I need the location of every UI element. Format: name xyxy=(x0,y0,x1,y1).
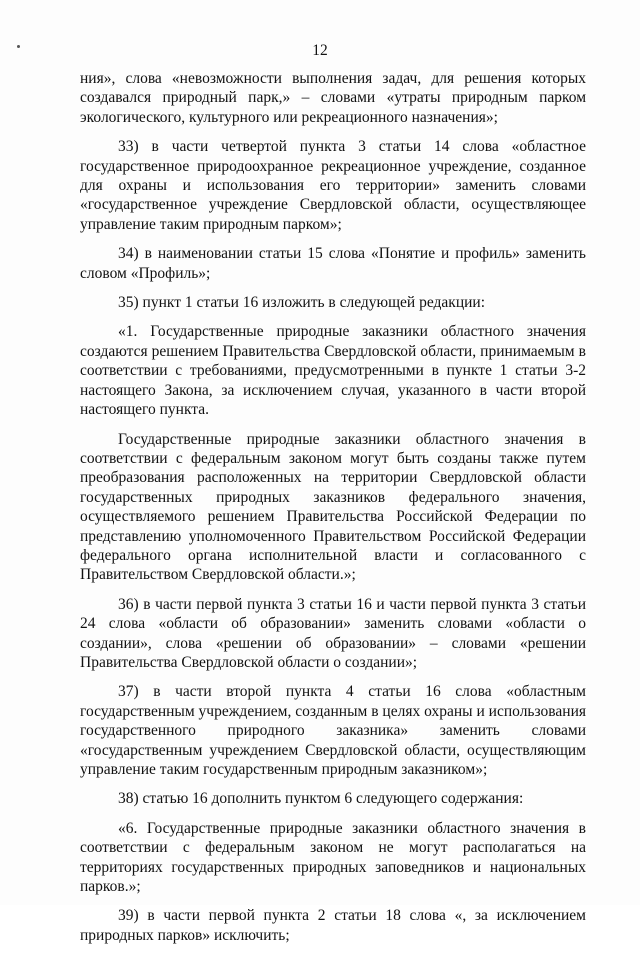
paragraph-item-33: 33) в части четвертой пункта 3 статьи 14 слова «областное государственное природоохранное рекреационное учреждение, созданное для охраны и использования его территории» заменить словами «государственное учреждение Свердловской области, осуществляющее управление таким природным парком»; xyxy=(80,138,586,233)
paragraph-quote-6: «6. Государственные природные заказники областного значения в соответствии с федеральным законом не могут располагаться на территориях государственных природных заповедников и национальных парков.»; xyxy=(80,819,586,896)
page-number: 12 xyxy=(312,42,328,59)
paragraph-item-37: 37) в части второй пункта 4 статьи 16 слова «областным государственным учреждением, созданным в целях охраны и использования государственного природного заказника» заменить словами «государственным учреждением Свердловской области, осуществляющим управление таким государственным природным заказником»; xyxy=(80,683,586,778)
paragraph-item-34: 34) в наименовании статьи 15 слова «Понятие и профиль» заменить словом «Профиль»; xyxy=(80,245,586,282)
paragraph-item-39: 39) в части первой пункта 2 статьи 18 слова «, за исключением природных парков» исключить; xyxy=(80,907,586,944)
paragraph-quote-1: «1. Государственные природные заказники областного значения создаются решением Правительства Свердловской области, принимаемым в соответствии с требованиями, предусмотренными в пункте 1 статьи 3-2 настоящего Закона, за исключением случая, указанного в части второй настоящего пункта. xyxy=(80,323,586,419)
paragraph-continuation: ния», слова «невозможности выполнения задач, для решения которых создавался природный парк,» – словами «утраты природным парком экологического, культурного или рекреационного назначения»; xyxy=(80,70,586,126)
paragraph-item-38: 38) статью 16 дополнить пунктом 6 следующего содержания: xyxy=(118,790,524,808)
document-body xyxy=(80,69,586,955)
paragraph-item-36: 36) в части первой пункта 3 статьи 16 и части первой пункта 3 статьи 24 слова «области об образовании» заменить словами «области о создании», слова «решении об образовании» – словами «решении Правительства Свердловской области о создании»; xyxy=(80,595,586,671)
paragraph-item-35: 35) пункт 1 статьи 16 изложить в следующей редакции: xyxy=(118,294,486,312)
paragraph-quote-1-part-2: Государственные природные заказники областного значения в соответствии с федеральным законом могут быть созданы также путем преобразования расположенных на территории Свердловской области государственных природных заказников федерального значения, осуществляемого решением Правительства Российской Федерации по представлению уполномоченного Правительством Российской Федерации федерального органа исполнительной власти и согласованного с Правительством Свердловской области.»; xyxy=(80,430,586,584)
